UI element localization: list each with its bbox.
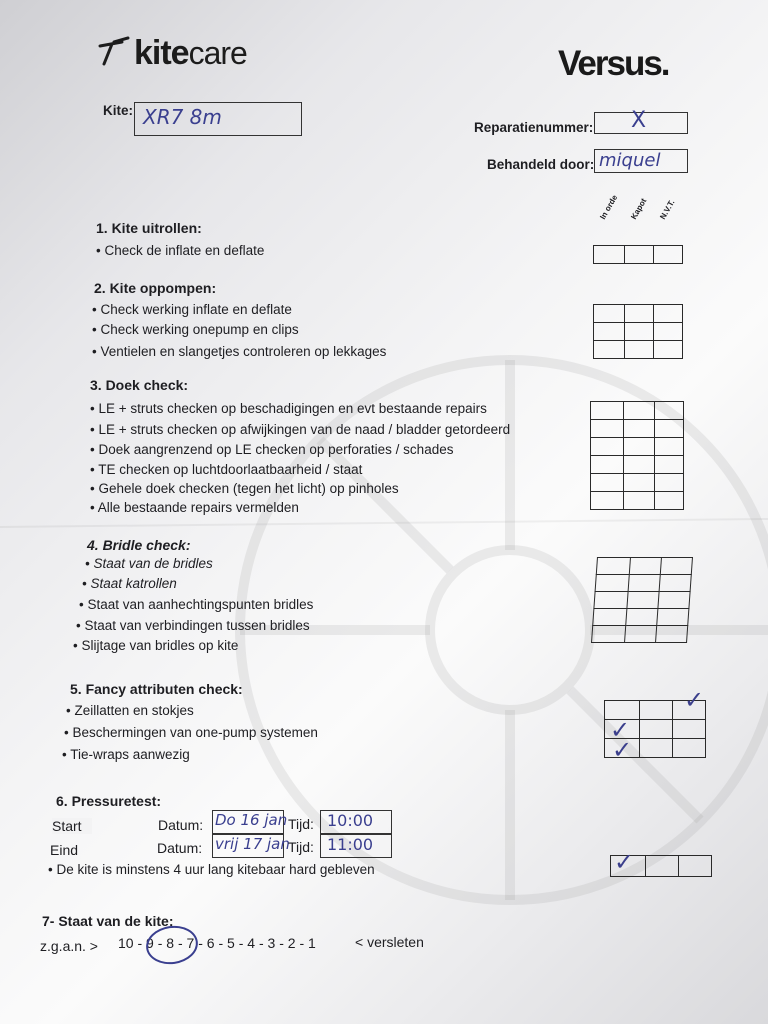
- section-2-title: 2. Kite oppompen:: [94, 280, 217, 296]
- column-header-nvt: N.V.T.: [658, 198, 677, 221]
- grid-cell[interactable]: [656, 626, 688, 643]
- start-date-label: Datum:: [158, 817, 204, 833]
- end-time-value: 11:00: [327, 835, 374, 854]
- grid-cell[interactable]: [640, 739, 673, 758]
- kite-field[interactable]: [134, 102, 302, 136]
- checkmark-icon: ✓: [684, 686, 705, 714]
- grid-cell[interactable]: [659, 575, 691, 592]
- grid-cell[interactable]: [624, 492, 655, 510]
- grid-cell[interactable]: [655, 456, 684, 474]
- grid-cell[interactable]: [625, 305, 654, 323]
- versus-logo: Versus.: [558, 44, 669, 83]
- start-time-field[interactable]: [320, 810, 392, 834]
- logo-care-text: care: [188, 35, 247, 71]
- repair-number-value: X: [631, 108, 647, 133]
- section-3-item-4: • TE checken op luchtdoorlaatbaarheid / staat: [90, 462, 362, 477]
- grid-cell[interactable]: [591, 438, 624, 456]
- section-4-item-1: • Staat van de bridles: [85, 556, 213, 571]
- grid-cell[interactable]: [594, 305, 625, 323]
- section-4-title: 4. Bridle check:: [87, 537, 191, 553]
- grid-cell[interactable]: [673, 739, 706, 758]
- selection-circle: [144, 923, 201, 968]
- grid-cell[interactable]: [594, 341, 625, 359]
- paper-fold: [0, 518, 768, 528]
- state-scale-right: < versleten: [355, 934, 424, 950]
- end-time-field[interactable]: [320, 834, 392, 858]
- grid-cell[interactable]: [655, 438, 684, 456]
- section-2-item-2: • Check werking onepump en clips: [92, 322, 299, 337]
- grid-cell[interactable]: [625, 626, 657, 643]
- section-4-grid: [591, 557, 693, 643]
- section-2-item-3: • Ventielen en slangetjes controleren op lekkages: [92, 344, 386, 359]
- repair-number-label: Reparatienummer:: [474, 120, 594, 135]
- pressure-end-label: Eind: [50, 842, 79, 858]
- column-header-in-orde: In orde: [598, 193, 620, 221]
- grid-cell[interactable]: [594, 246, 625, 264]
- pressure-title: 6. Pressuretest:: [56, 793, 162, 809]
- checkmark-icon: ✓: [614, 848, 635, 876]
- grid-cell[interactable]: [654, 305, 683, 323]
- section-4-item-5: • Slijtage van bridles op kite: [73, 638, 238, 653]
- checkmark-icon: ✓: [612, 736, 633, 764]
- grid-cell[interactable]: [625, 246, 654, 264]
- grid-cell[interactable]: [625, 341, 654, 359]
- grid-cell[interactable]: [654, 341, 683, 359]
- scale-9[interactable]: 9: [146, 935, 154, 951]
- start-date-value: Do 16 jan: [215, 811, 288, 829]
- section-5-title: 5. Fancy attributen check:: [70, 681, 243, 697]
- grid-cell[interactable]: [679, 856, 712, 877]
- grid-cell[interactable]: [591, 474, 624, 492]
- grid-cell[interactable]: [591, 402, 624, 420]
- grid-cell[interactable]: [646, 856, 679, 877]
- scale-2[interactable]: 2: [287, 935, 296, 951]
- start-time-label: Tijd:: [288, 816, 314, 832]
- grid-cell[interactable]: [624, 402, 655, 420]
- section-3-item-3: • Doek aangrenzend op LE checken op perforaties / schades: [90, 442, 453, 457]
- section-3-grid: [590, 401, 684, 510]
- state-scale: 10 - 9 - 8 - 7 - 6 - 5 - 4 - 3 - 2 - 1: [118, 935, 316, 951]
- grid-cell[interactable]: [655, 420, 684, 438]
- section-2-grid: [593, 304, 683, 359]
- section-3-item-2: • LE + struts checken op afwijkingen van de naad / bladder getordeerd: [90, 422, 510, 437]
- grid-cell[interactable]: [657, 609, 689, 626]
- scale-10[interactable]: 10: [118, 935, 134, 951]
- handled-by-value: miquel: [599, 150, 661, 171]
- scale-8[interactable]: 8: [166, 935, 175, 951]
- section-3-title: 3. Doek check:: [90, 377, 189, 393]
- grid-cell[interactable]: [673, 720, 706, 739]
- kite-value: XR7 8m: [143, 105, 222, 129]
- grid-cell[interactable]: [629, 558, 661, 575]
- end-date-field[interactable]: [212, 834, 290, 858]
- grid-cell[interactable]: [655, 492, 684, 510]
- grid-cell[interactable]: [628, 575, 660, 592]
- grid-cell[interactable]: [593, 609, 627, 626]
- start-time-value: 10:00: [327, 811, 374, 830]
- scale-7[interactable]: 7: [186, 935, 195, 951]
- grid-cell[interactable]: [625, 323, 654, 341]
- grid-cell[interactable]: [592, 626, 626, 643]
- section-1-title: 1. Kite uitrollen:: [96, 220, 202, 236]
- state-scale-left: z.g.a.n. >: [40, 938, 98, 954]
- kite-label: Kite:: [103, 103, 133, 118]
- grid-cell[interactable]: [624, 420, 655, 438]
- grid-cell[interactable]: [624, 456, 655, 474]
- grid-cell[interactable]: [594, 323, 625, 341]
- grid-cell[interactable]: [658, 592, 690, 609]
- section-4-item-4: • Staat van verbindingen tussen bridles: [76, 618, 310, 633]
- grid-cell[interactable]: [626, 609, 658, 626]
- section-5-item-1: • Zeillatten en stokjes: [66, 703, 194, 718]
- grid-cell[interactable]: [594, 592, 628, 609]
- pressure-note: • De kite is minstens 4 uur lang kitebaar hard gebleven: [48, 862, 375, 877]
- section-1-item-1: • Check de inflate en deflate: [96, 243, 264, 258]
- grid-cell[interactable]: [655, 474, 684, 492]
- grid-cell[interactable]: [640, 720, 673, 739]
- grid-cell[interactable]: [654, 246, 683, 264]
- scale-6[interactable]: 6: [206, 935, 215, 951]
- start-date-field[interactable]: [212, 810, 288, 834]
- handled-by-label: Behandeld door:: [487, 157, 595, 172]
- checkmark-icon: ✓: [610, 716, 631, 744]
- grid-cell[interactable]: [654, 323, 683, 341]
- end-date-value: vrij 17 jan: [215, 835, 290, 853]
- section-2-item-1: • Check werking inflate en deflate: [92, 302, 292, 317]
- kitecare-logo: [134, 34, 247, 73]
- section-3-item-1: • LE + struts checken op beschadigingen en evt bestaande repairs: [90, 401, 487, 416]
- pressure-start-label-text: Start: [52, 818, 92, 834]
- grid-cell[interactable]: [624, 438, 655, 456]
- section-4-item-3: • Staat van aanhechtingspunten bridles: [79, 597, 313, 612]
- section-5-item-3: • Tie-wraps aanwezig: [62, 747, 190, 762]
- scale-5[interactable]: 5: [227, 935, 235, 951]
- section-4-item-2: • Staat katrollen: [82, 576, 177, 591]
- grid-cell[interactable]: [640, 701, 673, 720]
- grid-cell[interactable]: [660, 558, 692, 575]
- grid-cell[interactable]: [596, 558, 630, 575]
- kitecare-logo-icon: [98, 36, 138, 70]
- logo-kite-text: kite: [134, 34, 189, 72]
- state-title: 7- Staat van de kite:: [42, 913, 174, 929]
- scale-3[interactable]: 3: [267, 935, 276, 951]
- section-5-item-2: • Beschermingen van one-pump systemen: [64, 725, 318, 740]
- scale-1[interactable]: 1: [308, 935, 316, 951]
- grid-cell[interactable]: [595, 575, 629, 592]
- repair-number-field[interactable]: [594, 108, 688, 134]
- grid-cell[interactable]: [624, 474, 655, 492]
- scale-4[interactable]: 4: [247, 935, 256, 951]
- section-3-item-5: • Gehele doek checken (tegen het licht) op pinholes: [90, 481, 399, 496]
- end-date-label: Datum:: [157, 840, 203, 856]
- end-time-label: Tijd:: [288, 839, 314, 855]
- grid-cell[interactable]: [591, 456, 624, 474]
- grid-cell[interactable]: [591, 492, 624, 510]
- section-1-grid: [593, 245, 683, 264]
- handled-by-field[interactable]: [594, 149, 688, 173]
- column-header-kapot: Kapot: [629, 196, 649, 221]
- section-3-item-6: • Alle bestaande repairs vermelden: [90, 500, 299, 515]
- grid-cell[interactable]: [655, 402, 684, 420]
- grid-cell[interactable]: [627, 592, 659, 609]
- grid-cell[interactable]: [591, 420, 624, 438]
